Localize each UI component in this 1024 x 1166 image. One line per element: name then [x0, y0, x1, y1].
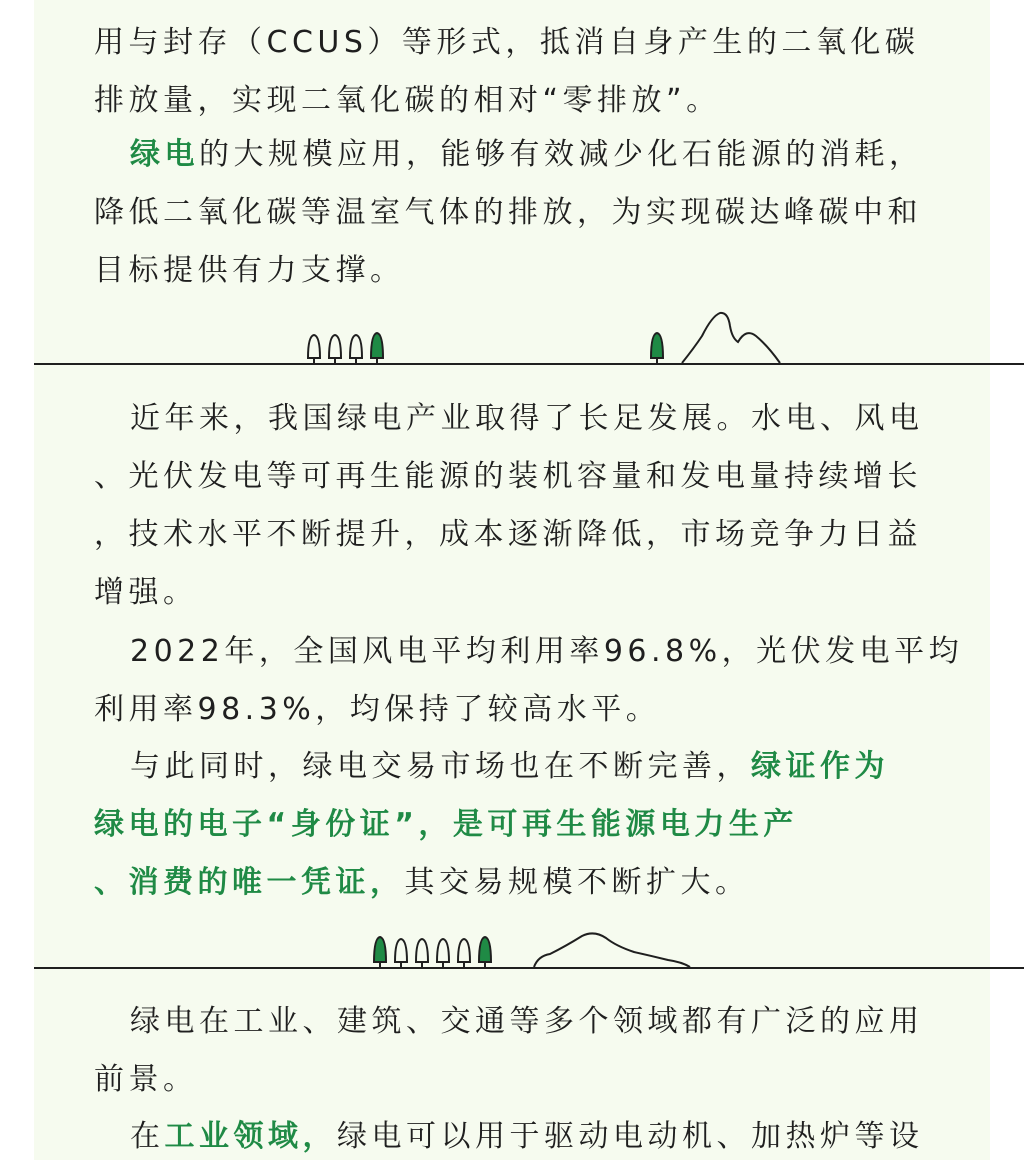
tree-icon [651, 333, 663, 363]
paragraph-green-power-benefits [94, 126, 1000, 300]
landscape-divider-1 [34, 308, 1024, 378]
paragraph-line: 与此同时，绿电交易市场也在不断完善， [130, 749, 751, 784]
paragraph-line: 利用率98.3%，均保持了较高水平。 [94, 692, 661, 727]
paragraph-line: 前景。 [94, 1062, 198, 1097]
tree-icon [371, 333, 383, 363]
paragraph-line: 用与封存（CCUS）等形式，抵消自身产生的二氧化碳 [94, 25, 920, 60]
paragraph-line: 2022年，全国风电平均利用率96.8%，光伏发电平均 [130, 634, 964, 669]
paragraph-line: 绿电可以用于驱动电动机、加热炉等设 [337, 1119, 924, 1154]
tree-icon [374, 937, 386, 967]
tree-icon [479, 937, 491, 967]
paragraph-line: 在 [130, 1119, 165, 1154]
paragraph-line: 排放量，实现二氧化碳的相对“零排放”。 [94, 83, 721, 118]
paragraph-utilization-rate [94, 623, 1000, 739]
paragraph-line: 、光伏发电等可再生能源的装机容量和发电量持续增长 [94, 459, 922, 494]
highlight-green-certificate: 、消费的唯一凭证， [94, 865, 405, 900]
tree-icon [395, 939, 470, 967]
paragraph-line: ，技术水平不断提升，成本逐渐降低，市场竞争力日益 [94, 517, 922, 552]
paragraph-industry-development [94, 390, 1000, 622]
highlight-green-power: 绿电 [130, 137, 199, 172]
paragraph-line: 目标提供有力支撑。 [94, 253, 405, 288]
paragraph-line: 近年来，我国绿电产业取得了长足发展。水电、风电 [130, 401, 924, 436]
paragraph-green-certificate [94, 738, 1000, 912]
paragraph-line: 增强。 [94, 575, 198, 610]
article-page [34, 0, 990, 1160]
highlight-green-certificate: 绿证作为 [751, 749, 889, 784]
highlight-green-certificate: 绿电的电子“身份证”，是可再生能源电力生产 [94, 807, 798, 842]
tree-icon [308, 335, 362, 363]
paragraph-industry-field [94, 1108, 1000, 1166]
paragraph-line: 其交易规模不断扩大。 [404, 865, 750, 900]
hill-icon [534, 933, 690, 967]
mountain-icon [682, 313, 780, 363]
paragraph-ccus [94, 14, 1000, 130]
landscape-divider-2 [34, 912, 1024, 982]
paragraph-line: 降低二氧化碳等温室气体的排放，为实现碳达峰碳中和 [94, 195, 922, 230]
paragraph-application-fields [94, 993, 1000, 1109]
highlight-industry-field: 工业领域， [164, 1119, 337, 1154]
paragraph-line: 的大规模应用，能够有效减少化石能源的消耗， [199, 137, 924, 172]
paragraph-line: 绿电在工业、建筑、交通等多个领域都有广泛的应用 [130, 1004, 924, 1039]
